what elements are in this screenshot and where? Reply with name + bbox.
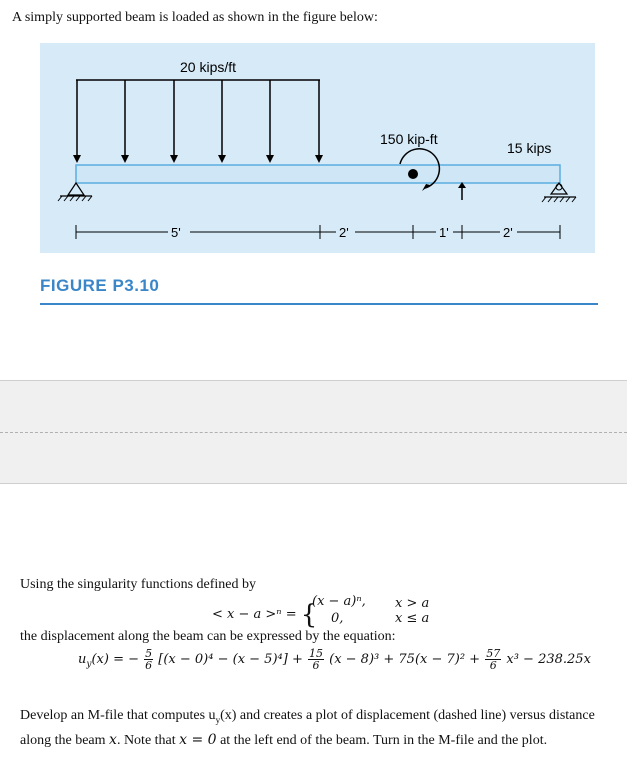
singularity-intro: Using the singularity functions defined by [20,577,257,592]
caption-rule [40,303,598,305]
case1-expr: (x − a)ⁿ, [312,594,366,609]
case2-expr: 0, [331,611,344,626]
displacement-equation: $u_y(x)$ = − $\frac{5}{6}$ [(x − 0)⁴ − (x − 5)⁴] + $\frac{15}{6}$ (x − 8)³ + 75(x − 7)² + $\frac{57}{6}$ x³ − 238.25x [78,647,591,672]
task-text: Develop an M-file that computes $u_y(x)$ and creates a plot of displacement (dashed line) versus distance along the beam x. Note that x = 0 at the left end of the beam. Turn in the M-file and the plot. [20,708,595,748]
dim-5-label: 5' [171,225,181,240]
dist-load-arrows [77,80,319,157]
left-pin-support [68,183,84,195]
dim-2b-label: 2' [503,225,513,240]
intro-text: A simply supported beam is loaded as shown in the figure below: [12,10,378,25]
moment-point [408,169,418,179]
case1-condition: x > a [395,596,430,611]
singularity-definition: < x − a >ⁿ = { [212,600,318,630]
right-roller-support [551,183,567,194]
beam [76,165,560,183]
dim-2a-label: 2' [339,225,349,240]
dist-load-arrowheads [73,155,323,163]
case1 [312,594,366,609]
beam-diagram [40,43,595,253]
moment-label: 150 kip-ft [380,131,438,147]
frac-57-6: $\frac{57}{6}$ [486,647,501,672]
dimension-line [76,225,560,239]
sing-lhs: < x − a >ⁿ = [212,607,297,622]
beam-figure [40,43,595,253]
figure-caption: FIGURE P3.10 [40,276,160,295]
case2-condition: x ≤ a [395,611,430,626]
dist-load-label: 20 kips/ft [180,59,237,75]
frac-5-6: $\frac{5}{6}$ [145,647,153,672]
displacement-intro: the displacement along the beam can be expressed by the equation: [20,629,396,644]
gray-separator-band [0,380,627,484]
frac-15-6: $\frac{15}{6}$ [308,647,323,672]
point-load-label: 15 kips [507,140,552,156]
dim-1-label: 1' [439,225,449,240]
